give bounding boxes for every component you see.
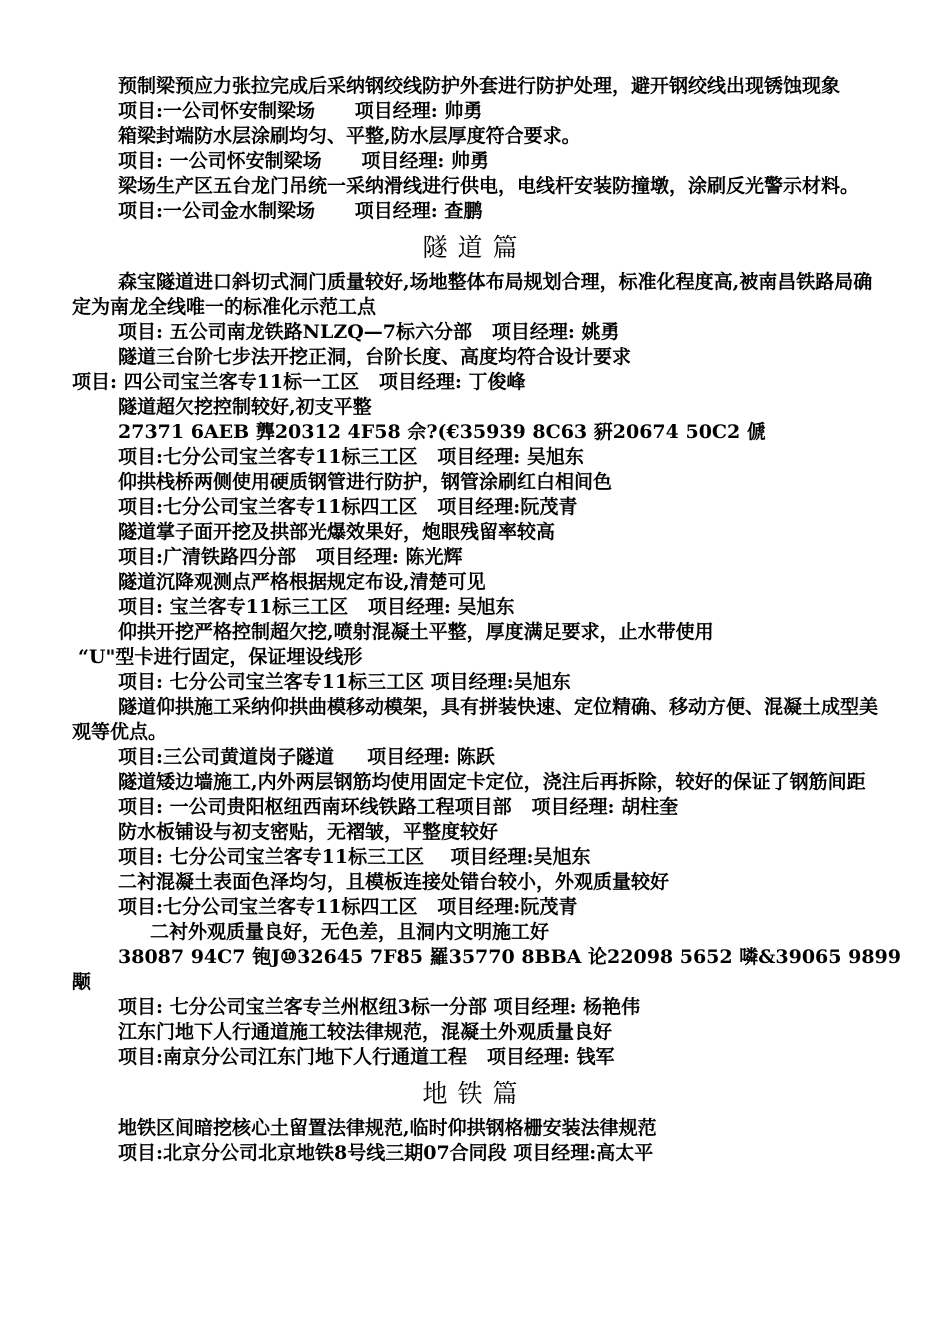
- project-line: 项目:三公司黄道岗子隧道 项目经理: 陈跃: [118, 746, 495, 768]
- paragraph-text: 箱梁封端防水层涂刷均匀、平整,防水层厚度符合要求。: [118, 125, 581, 147]
- project-line: 项目: 四公司宝兰客专11标一工区 项目经理: 丁俊峰: [72, 371, 526, 393]
- paragraph-text: 隧道三台阶七步法开挖正洞，台阶长度、高度均符合设计要求: [118, 346, 632, 368]
- project-line: 项目: 七分公司宝兰客专11标三工区 项目经理:吴旭东: [118, 846, 591, 868]
- garbled-text-line: 27371 6AEB 龏20312 4F58 佘?(€35939 8C63 豣20674 50C2 傂: [118, 421, 766, 443]
- paragraph-text: 防水板铺设与初支密贴，无褶皱，平整度较好: [118, 821, 499, 843]
- paragraph-text: 二衬外观质量良好，无色差，且洞内文明施工好: [150, 921, 550, 943]
- paragraph: [72, 270, 878, 320]
- project-line: 项目: 宝兰客专11标三工区 项目经理: 吴旭东: [118, 596, 515, 618]
- project-line: 项目:北京分公司北京地铁8号线三期07合同段 项目经理:高太平: [118, 1142, 654, 1164]
- section-heading-tunnel: 隧道篇: [422, 233, 528, 262]
- project-line: 项目: 五公司南龙铁路NLZQ—7标六分部 项目经理: 姚勇: [118, 321, 620, 343]
- paragraph: [72, 695, 878, 745]
- project-line: 项目:一公司怀安制梁场 项目经理: 帅勇: [118, 100, 483, 122]
- paragraph-text: 地铁区间暗挖核心土留置法律规范,临时仰拱钢格栅安装法律规范: [118, 1117, 657, 1139]
- paragraph-text: 江东门地下人行通道施工较法律规范，混凝土外观质量良好: [118, 1021, 613, 1043]
- paragraph-text: 仰拱栈桥两侧使用硬质钢管进行防护，钢管涂刷红白相间色: [118, 471, 613, 493]
- paragraph-text: 森宝隧道进口斜切式洞门质量较好,场地整体布局规划合理，标准化程度高,被南昌铁路局确定为南龙全线唯一的标准化示范工点: [72, 271, 873, 318]
- garbled-text-line: 38087 94C7 铇J⑩32645 7F85 羅35770 8BBA 论22098 5652 噒&39065 9899: [118, 946, 901, 968]
- paragraph-text: 隧道超欠挖控制较好,初支平整: [118, 396, 372, 418]
- project-line: 项目:南京分公司江东门地下人行通道工程 项目经理: 钱军: [118, 1046, 615, 1068]
- section-heading-metro: 地铁篇: [422, 1079, 528, 1108]
- paragraph-text: 隧道掌子面开挖及拱部光爆效果好，炮眼残留率较高: [118, 521, 556, 543]
- project-line: 项目:一公司金水制梁场 项目经理: 查鹏: [118, 200, 483, 222]
- project-line: 项目: 七分公司宝兰客专11标三工区 项目经理:吴旭东: [118, 671, 571, 693]
- paragraph: [72, 770, 878, 795]
- paragraph: [72, 174, 878, 199]
- paragraph-text: 隧道仰拱施工采纳仰拱曲模移动模架，具有拼装快速、定位精确、移动方便、混凝土成型美观等优点。: [72, 696, 879, 743]
- paragraph-text: 二衬混凝土表面色泽均匀，且模板连接处错台较小，外观质量较好: [118, 871, 670, 893]
- project-line: 项目: 一公司贵阳枢纽西南环线铁路工程项目部 项目经理: 胡柱奎: [118, 796, 679, 818]
- paragraph-text: 仰拱开挖严格控制超欠挖,喷射混凝土平整，厚度满足要求，止水带使用: [118, 621, 714, 643]
- garbled-text-line: 颙: [72, 971, 92, 993]
- paragraph-text: 预制梁预应力张拉完成后采纳钢绞线防护外套进行防护处理，避开钢绞线出现锈蚀现象: [118, 75, 841, 97]
- project-line: 项目:七分公司宝兰客专11标四工区 项目经理:阮茂青: [118, 496, 578, 518]
- paragraph-text: 隧道矮边墙施工,内外两层钢筋均使用固定卡定位，浇注后再拆除，较好的保证了钢筋间距: [118, 771, 866, 793]
- project-line: 项目: 一公司怀安制梁场 项目经理: 帅勇: [118, 150, 489, 172]
- paragraph-text: “U"型卡进行固定，保证埋设线形: [78, 646, 363, 668]
- paragraph: [72, 74, 878, 99]
- project-line: 项目:七分公司宝兰客专11标四工区 项目经理:阮茂青: [118, 896, 578, 918]
- project-line: 项目: 七分公司宝兰客专兰州枢纽3标一分部 项目经理: 杨艳伟: [118, 996, 641, 1018]
- project-line: 项目:七分公司宝兰客专11标三工区 项目经理: 吴旭东: [118, 446, 584, 468]
- paragraph-text: 梁场生产区五台龙门吊统一采纳滑线进行供电，电线杆安装防撞墩，涂刷反光警示材料。: [118, 175, 860, 197]
- paragraph-text: 隧道沉降观测点严格根据规定布设,清楚可见: [118, 571, 486, 593]
- project-line: 项目:广清铁路四分部 项目经理: 陈光辉: [118, 546, 463, 568]
